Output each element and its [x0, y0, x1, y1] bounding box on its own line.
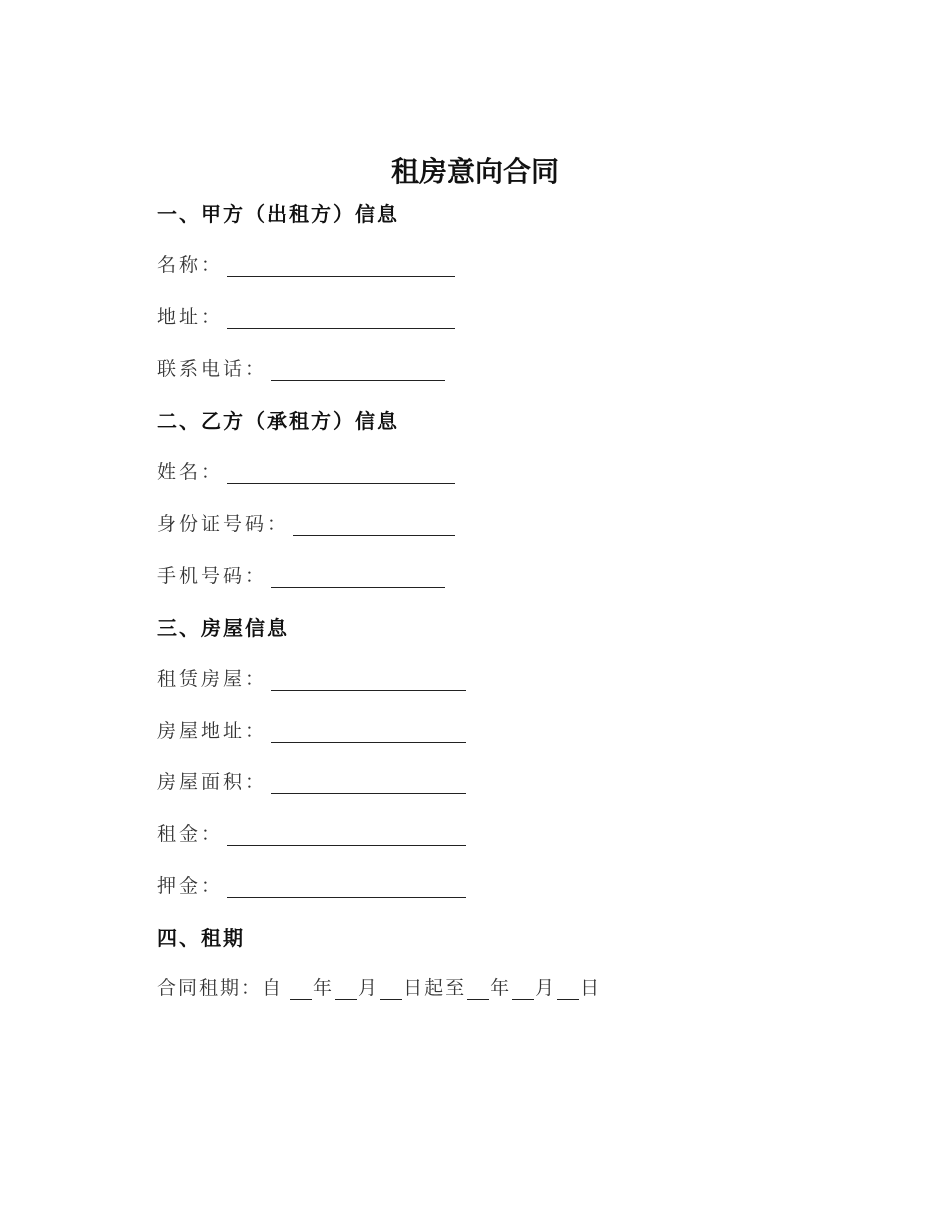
- field-lessee-id-number: [157, 509, 455, 536]
- field-label: 地址：: [157, 306, 224, 328]
- blank-line: [271, 773, 466, 794]
- field-deposit: [157, 871, 466, 898]
- field-lessee-name: [157, 457, 455, 484]
- field-label: 租赁房屋：: [157, 668, 268, 690]
- field-label: 租金：: [157, 823, 224, 845]
- field-contract-term: [157, 973, 601, 1000]
- field-lessee-mobile: [157, 561, 445, 588]
- field-label: 联系电话：: [157, 358, 268, 380]
- term-month-text: 月: [358, 977, 380, 999]
- term-until-text: 日起至: [403, 977, 467, 999]
- term-month-text-2: 月: [535, 977, 557, 999]
- term-day-text: 日: [580, 977, 602, 999]
- term-year-text-2: 年: [490, 977, 512, 999]
- blank-line: [227, 877, 466, 898]
- field-property-area: [157, 767, 466, 794]
- blank-line: [227, 463, 455, 484]
- blank-end-year: [467, 979, 489, 1000]
- field-lessor-name: [157, 250, 455, 277]
- field-lessor-address: [157, 302, 455, 329]
- term-year-text: 年: [313, 977, 335, 999]
- blank-line: [227, 256, 455, 277]
- term-from-text: 自: [262, 977, 284, 999]
- field-label: 手机号码：: [157, 565, 268, 587]
- field-label: 身份证号码：: [157, 513, 290, 535]
- blank-line: [227, 308, 455, 329]
- blank-line: [271, 722, 466, 743]
- blank-start-day: [380, 979, 402, 1000]
- field-lessor-phone: [157, 354, 445, 381]
- blank-line: [271, 567, 445, 588]
- field-label: 姓名：: [157, 461, 224, 483]
- field-property-address: [157, 716, 466, 743]
- field-label: 押金：: [157, 875, 224, 897]
- field-label: 房屋地址：: [157, 720, 268, 742]
- field-rental-property: [157, 664, 466, 691]
- blank-line: [271, 670, 466, 691]
- blank-start-year: [290, 979, 312, 1000]
- field-label: 房屋面积：: [157, 771, 268, 793]
- section-heading-property: 三、房屋信息: [157, 616, 289, 640]
- section-heading-lessee: 二、乙方（承租方）信息: [157, 409, 399, 433]
- blank-line: [293, 515, 455, 536]
- blank-line: [227, 825, 466, 846]
- field-rent: [157, 819, 466, 846]
- term-label: 合同租期：: [157, 977, 263, 999]
- blank-line: [271, 360, 445, 381]
- blank-end-day: [557, 979, 579, 1000]
- section-heading-term: 四、租期: [157, 926, 245, 950]
- section-heading-lessor: 一、甲方（出租方）信息: [157, 202, 399, 226]
- blank-start-month: [335, 979, 357, 1000]
- field-label: 名称：: [157, 254, 224, 276]
- blank-end-month: [512, 979, 534, 1000]
- document-title: 租房意向合同: [390, 155, 559, 188]
